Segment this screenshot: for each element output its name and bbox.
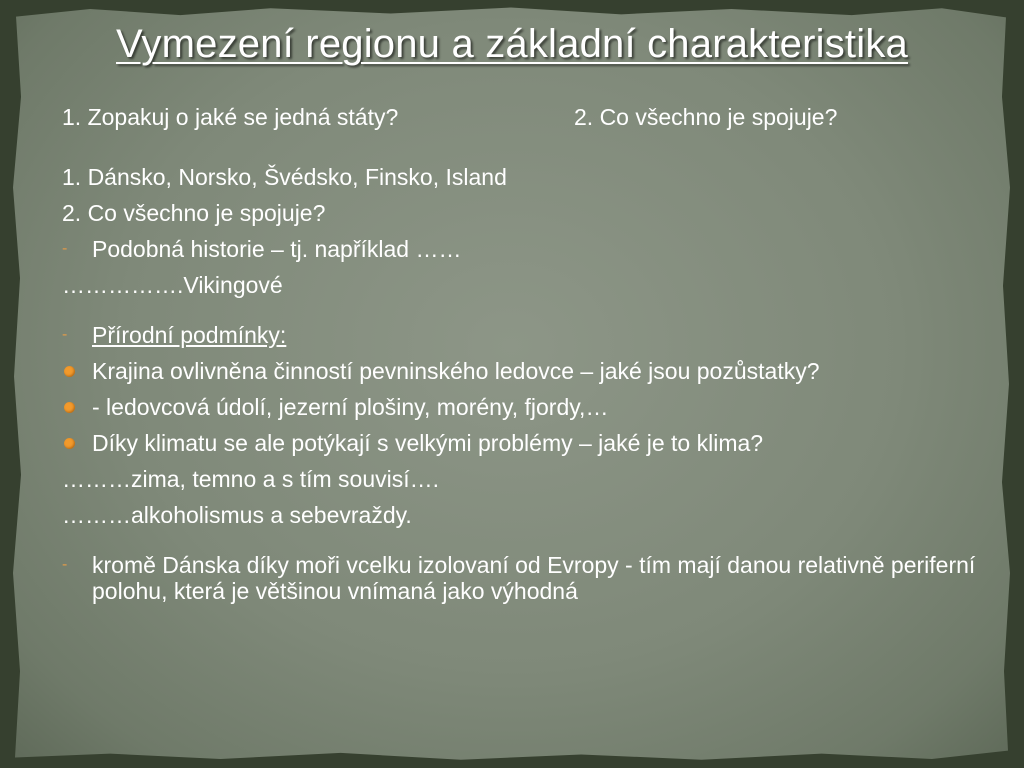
slide-content bbox=[62, 104, 982, 614]
slide-title: Vymezení regionu a základní charakteristika bbox=[116, 22, 908, 66]
orange-circle-bullet-icon bbox=[64, 366, 75, 377]
history-text: Podobná historie – tj. například …… bbox=[92, 236, 462, 262]
question-1: 1. Zopakuj o jaké se jedná státy? bbox=[62, 104, 399, 130]
nature-heading: Přírodní podmínky: bbox=[92, 322, 287, 348]
climate-text: Díky klimatu se ale potýkají s velkými problémy – jaké je to klima? bbox=[92, 430, 764, 456]
orange-circle-bullet-icon bbox=[64, 438, 75, 449]
question-2: 2. Co všechno je spojuje? bbox=[574, 104, 838, 130]
glacier-item bbox=[62, 358, 982, 384]
orange-dash-icon: - bbox=[62, 240, 68, 257]
winter-line: ………zima, temno a s tím souvisí…. bbox=[62, 466, 440, 492]
history-item bbox=[62, 236, 982, 262]
connects-line: 2. Co všechno je spojuje? bbox=[62, 200, 326, 226]
alcohol-line: ………alkoholismus a sebevraždy. bbox=[62, 502, 412, 528]
questions-line bbox=[62, 104, 982, 130]
glacier-text: Krajina ovlivněna činností pevninského ledovce – jaké jsou pozůstatky? bbox=[92, 358, 820, 384]
glacier-list-text: - ledovcová údolí, jezerní plošiny, morény, fjordy,… bbox=[92, 394, 609, 420]
climate-item bbox=[62, 430, 982, 456]
glacier-list-item bbox=[62, 394, 982, 420]
vikings-line: …………….Vikingové bbox=[62, 272, 283, 298]
orange-dash-icon: - bbox=[62, 556, 68, 573]
nature-heading-item bbox=[62, 322, 982, 348]
countries-line: 1. Dánsko, Norsko, Švédsko, Finsko, Island bbox=[62, 164, 507, 190]
orange-circle-bullet-icon bbox=[64, 402, 75, 413]
position-item bbox=[62, 552, 982, 604]
position-text: kromě Dánska díky moři vcelku izolovaní od Evropy - tím mají danou relativně periferní polohu, která je většinou vnímaná jako výhodná bbox=[92, 552, 976, 604]
orange-dash-icon: - bbox=[62, 326, 68, 343]
